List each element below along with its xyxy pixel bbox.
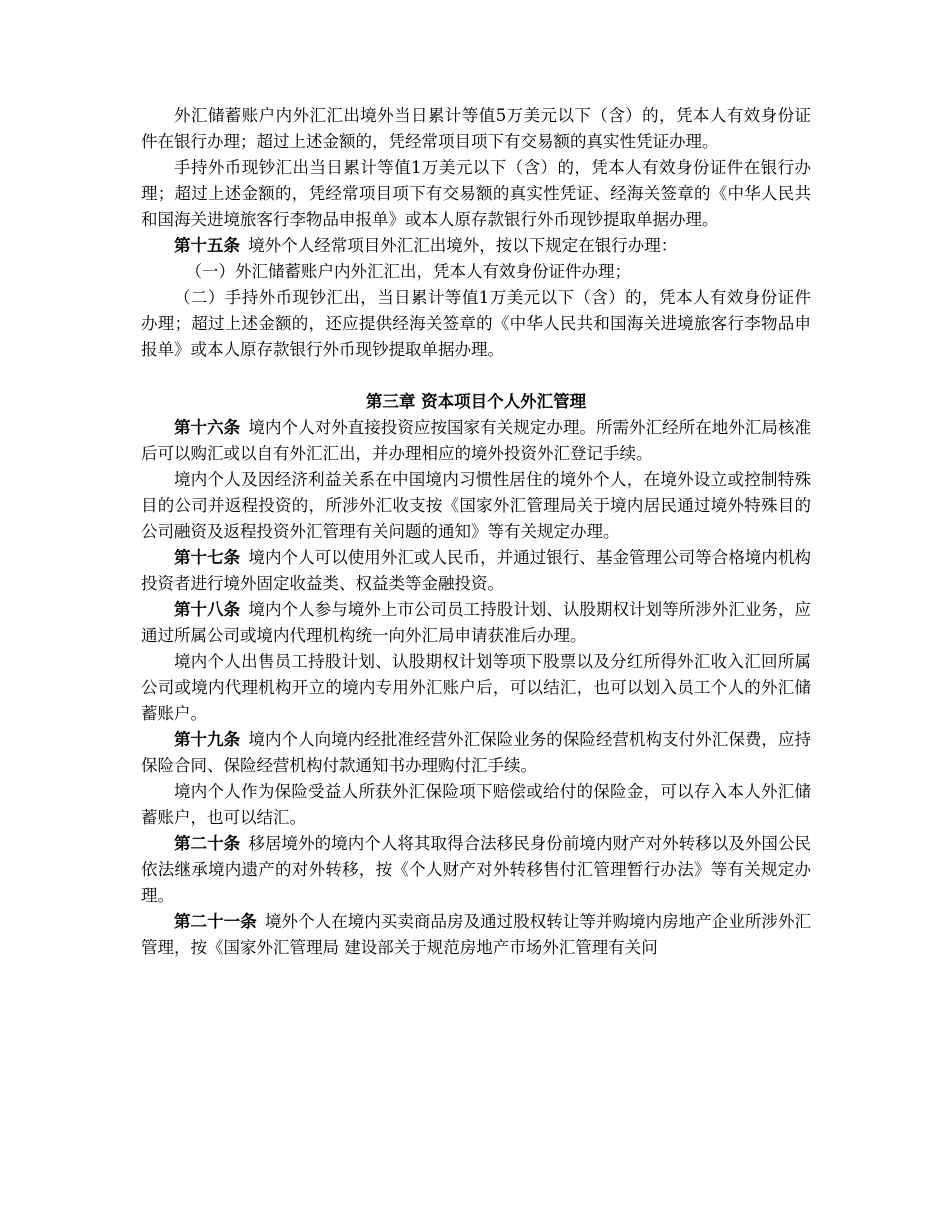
paragraph-text: 境内个人向境内经批准经营外汇保险业务的保险经营机构支付外汇保费，应持保险合同、保险经营机构付款通知书办理购付汇手续。 bbox=[141, 730, 812, 775]
paragraph-text: 外汇储蓄账户内外汇汇出境外当日累计等值5万美元以下（含）的，凭本人有效身份证件在银行办理；超过上述金额的，凭经常项目项下有交易额的真实性凭证办理。 bbox=[141, 106, 811, 151]
paragraph-text: 境内个人及因经济利益关系在中国境内习惯性居住的境外个人，在境外设立或控制特殊目的公司并返程投资的，所涉外汇收支按《国家外汇管理局关于境内居民通过境外特殊目的公司融资及返程投资外汇管理有关问题的通知》等有关规定办理。 bbox=[141, 470, 811, 541]
paragraph bbox=[141, 649, 811, 727]
paragraph-text: 境内个人作为保险受益人所获外汇保险项下赔偿或给付的保险金，可以存入本人外汇储蓄账户，也可以结汇。 bbox=[141, 782, 811, 827]
paragraph-text: 境外个人经常项目外汇汇出境外，按以下规定在银行办理： bbox=[248, 236, 678, 255]
chapter-title: 第三章 资本项目个人外汇管理 bbox=[365, 392, 587, 411]
paragraph-text: 境内个人可以使用外汇或人民币，并通过银行、基金管理公司等合格境内机构投资者进行境外固定收益类、权益类等金融投资。 bbox=[141, 548, 812, 593]
blank-line bbox=[141, 363, 811, 389]
paragraph-text: 手持外币现钞汇出当日累计等值1万美元以下（含）的，凭本人有效身份证件在银行办理；超过上述金额的，凭经常项目项下有交易额的真实性凭证、经海关签章的《中华人民共和国海关进境旅客行李物品申报单》或本人原存款银行外币现钞提取单据办理。 bbox=[141, 158, 811, 229]
article-paragraph bbox=[141, 597, 811, 649]
article-paragraph bbox=[141, 415, 811, 467]
article-paragraph bbox=[141, 831, 811, 909]
article-paragraph bbox=[141, 545, 811, 597]
article-number: 第十七条 bbox=[174, 548, 241, 567]
article-number: 第十六条 bbox=[174, 418, 241, 437]
paragraph-text: 境外个人在境内买卖商品房及通过股权转让等并购境内房地产企业所涉外汇管理，按《国家外汇管理局 建设部关于规范房地产市场外汇管理有关问 bbox=[141, 912, 812, 957]
list-item bbox=[141, 259, 811, 285]
article-number: 第十九条 bbox=[174, 730, 241, 749]
list-item bbox=[141, 285, 811, 363]
paragraph bbox=[141, 467, 811, 545]
paragraph-text: （二）手持外币现钞汇出，当日累计等值1万美元以下（含）的，凭本人有效身份证件办理；超过上述金额的，还应提供经海关签章的《中华人民共和国海关进境旅客行李物品申报单》或本人原存款银行外币现钞提取单据办理。 bbox=[141, 288, 811, 359]
article-paragraph bbox=[141, 909, 811, 961]
paragraph bbox=[141, 779, 811, 831]
document-page bbox=[141, 103, 811, 961]
paragraph-text: 境内个人对外直接投资应按国家有关规定办理。所需外汇经所在地外汇局核准后可以购汇或以自有外汇汇出，并办理相应的境外投资外汇登记手续。 bbox=[141, 418, 812, 463]
article-number: 第十八条 bbox=[174, 600, 241, 619]
paragraph-text: 移居境外的境内个人将其取得合法移民身份前境内财产对外转移以及外国公民依法继承境内遗产的对外转移，按《个人财产对外转移售付汇管理暂行办法》等有关规定办理。 bbox=[141, 834, 812, 905]
paragraph-text: 境内个人出售员工持股计划、认股期权计划等项下股票以及分红所得外汇收入汇回所属公司或境内代理机构开立的境内专用外汇账户后，可以结汇，也可以划入员工个人的外汇储蓄账户。 bbox=[141, 652, 811, 723]
article-paragraph bbox=[141, 233, 811, 259]
article-number: 第二十一条 bbox=[174, 912, 257, 931]
paragraph-text: 境内个人参与境外上市公司员工持股计划、认股期权计划等所涉外汇业务，应通过所属公司或境内代理机构统一向外汇局申请获准后办理。 bbox=[141, 600, 812, 645]
article-number: 第二十条 bbox=[174, 834, 241, 853]
paragraph-text: （一）外汇储蓄账户内外汇汇出，凭本人有效身份证件办理； bbox=[185, 262, 632, 281]
article-paragraph bbox=[141, 727, 811, 779]
article-number: 第十五条 bbox=[174, 236, 240, 255]
paragraph bbox=[141, 103, 811, 155]
paragraph bbox=[141, 155, 811, 233]
